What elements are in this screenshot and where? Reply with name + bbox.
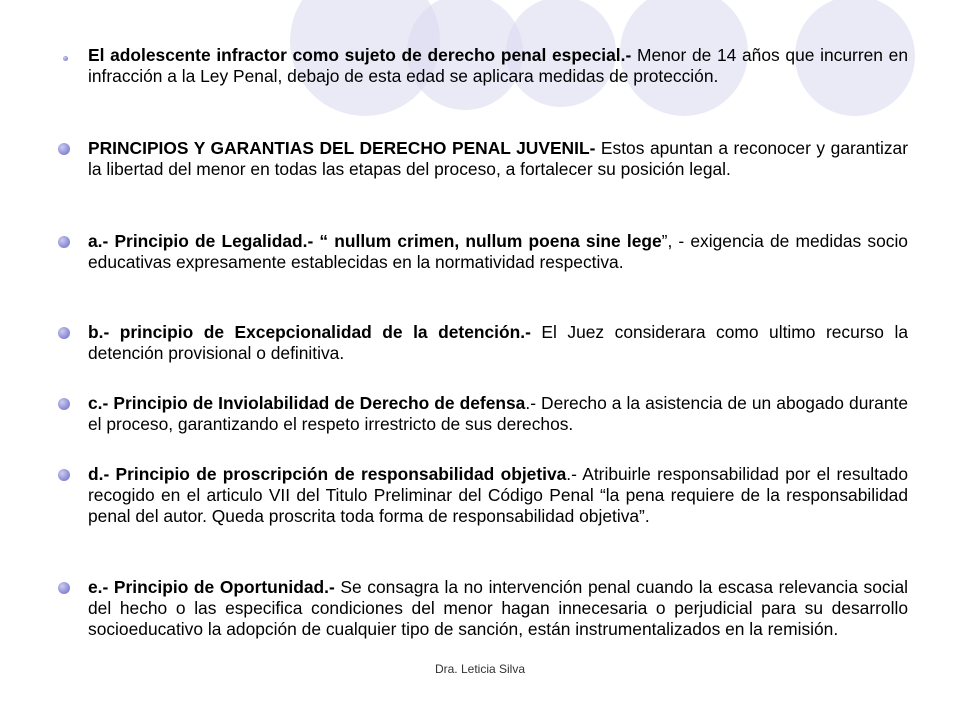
paragraph-legalidad — [88, 231, 908, 273]
paragraph-body: Estos apuntan a reconocer y garantizar la libertad del menor en todas las etapas del proceso, a fortalecer su posición legal. — [88, 138, 908, 179]
paragraph-body: ”, - exigencia de medidas socio educativas expresamente establecidas en la normatividad respectiva. — [88, 231, 908, 272]
paragraph-body: .- Derecho a la asistencia de un abogado durante el proceso, garantizando el respeto irrestricto de sus derechos. — [88, 393, 909, 434]
paragraph-principios — [88, 138, 908, 180]
bullet-icon — [58, 469, 70, 481]
bullet-icon — [58, 143, 70, 155]
paragraph-excepcionalidad — [88, 322, 908, 364]
bullet-icon — [58, 236, 70, 248]
paragraph-title: El adolescente infractor como sujeto de derecho penal especial.- — [88, 45, 632, 65]
paragraph-adolescente — [88, 45, 908, 87]
bullet-icon — [58, 327, 70, 339]
paragraph-title: a.- Principio de Legalidad.- “ nullum crimen, nullum poena sine lege — [88, 231, 662, 251]
paragraph-body: .- Atribuirle responsabilidad por el resultado recogido en el articulo VII del Titulo Preliminar del Código Penal “la pena requiere de la responsabilidad penal del autor. Queda proscrita toda forma de responsabilidad objetiva”. — [88, 464, 908, 526]
paragraph-title: c.- Principio de Inviolabilidad de Derecho de defensa — [88, 393, 526, 413]
paragraph-title: PRINCIPIOS Y GARANTIAS DEL DERECHO PENAL JUVENIL- — [88, 138, 596, 158]
paragraph-oportunidad — [88, 577, 908, 640]
paragraph-body: Se consagra la no intervención penal cuando la escasa relevancia social del hecho o las especifica condiciones del menor hagan innecesaria o perjudicial para su desarrollo socioeducativo la adopción de cualquier tipo de sanción, están instrumentalizados en la remisión. — [88, 577, 908, 639]
paragraph-title: d.- Principio de proscripción de responsabilidad objetiva — [88, 464, 567, 484]
bullet-icon — [58, 398, 70, 410]
paragraph-title: e.- Principio de Oportunidad.- — [88, 577, 335, 597]
bullet-icon — [58, 582, 70, 594]
paragraph-body: Menor de 14 años que incurren en infracción a la Ley Penal, debajo de esta edad se aplicara medidas de protección. — [88, 45, 908, 86]
paragraph-title: b.- principio de Excepcionalidad de la detención.- — [88, 322, 531, 342]
paragraph-body: El Juez considerara como ultimo recurso la detención provisional o definitiva. — [88, 322, 909, 363]
paragraph-defensa — [88, 393, 908, 435]
paragraph-proscripcion — [88, 464, 908, 527]
bullet-icon — [63, 56, 68, 61]
footer-author: Dra. Leticia Silva — [434, 662, 526, 676]
